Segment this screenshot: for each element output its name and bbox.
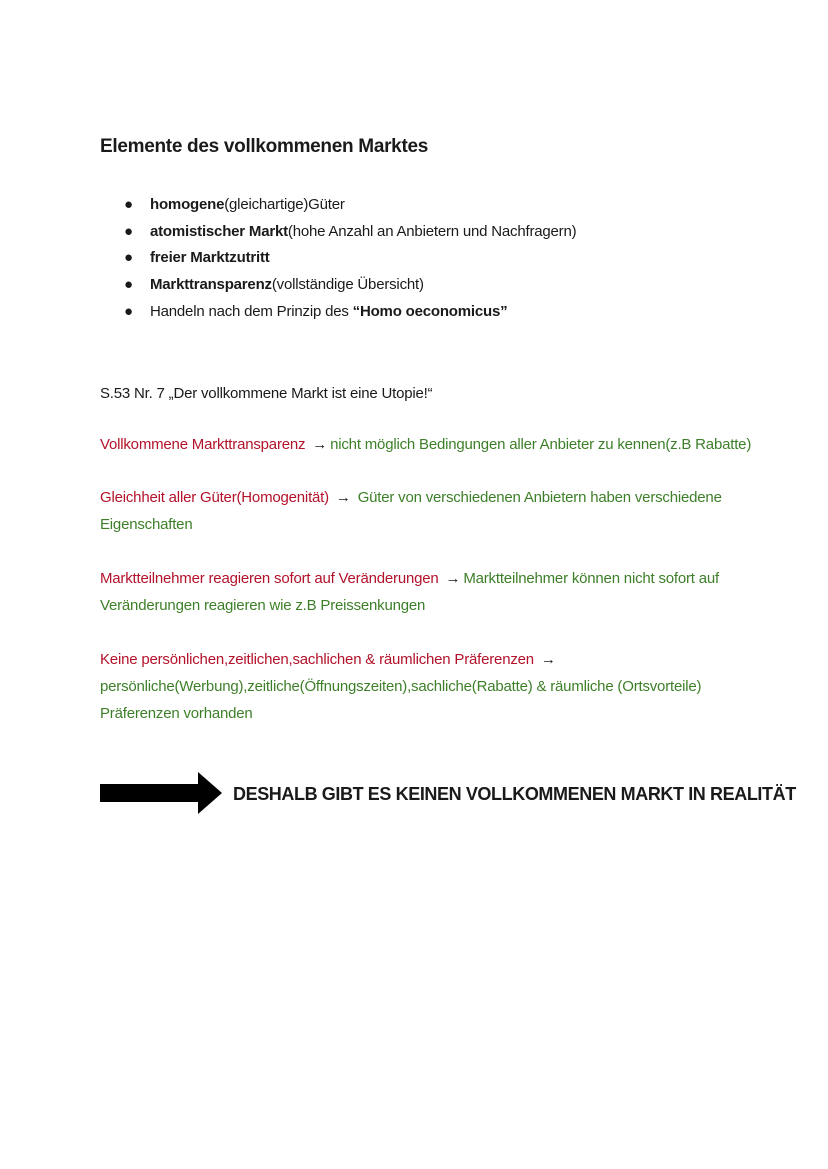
point-2 — [100, 488, 722, 508]
point-4 — [100, 650, 559, 670]
claim-text: Marktteilnehmer reagieren sofort auf Veränderungen — [100, 570, 439, 587]
elements-list — [124, 195, 576, 328]
counter-text-continued: Präferenzen vorhanden — [100, 705, 253, 722]
arrow-right-icon: → — [445, 570, 461, 587]
list-item — [124, 248, 576, 275]
arrow-right-icon: → — [312, 436, 328, 453]
element-detail: (vollständige Übersicht) — [271, 276, 424, 294]
element-term: “Homo oeconomicus” — [352, 302, 508, 320]
list-item — [124, 222, 576, 249]
list-item — [124, 275, 576, 302]
point-3 — [100, 569, 719, 589]
counter-text: Marktteilnehmer können nicht sofort auf — [463, 570, 719, 587]
list-item — [124, 302, 576, 329]
bullet-icon: ● — [124, 196, 133, 213]
element-term: Markttransparenz — [150, 276, 272, 294]
claim-text: Keine persönlichen,zeitlichen,sachlichen & räumlichen Präferenzen — [100, 651, 534, 668]
section-heading: Elemente des vollkommenen Marktes — [100, 136, 429, 157]
element-detail: (hohe Anzahl an Anbietern und Nachfragern) — [287, 222, 577, 240]
element-term: freier Marktzutritt — [150, 249, 270, 267]
thick-arrow-icon — [100, 772, 222, 814]
point-1 — [100, 435, 751, 455]
claim-text: Vollkommene Markttransparenz — [100, 436, 306, 453]
element-prefix: Handeln nach dem Prinzip des — [150, 302, 353, 320]
bullet-icon: ● — [124, 222, 133, 240]
list-item — [124, 195, 576, 222]
bullet-icon: ● — [124, 276, 133, 294]
arrow-right-icon: → — [335, 489, 351, 506]
bullet-icon: ● — [124, 302, 133, 320]
counter-text: Güter von verschiedenen Anbietern haben verschiedene — [357, 489, 722, 506]
conclusion-text: DESHALB GIBT ES KEINEN VOLLKOMMENEN MARKT IN REALITÄT — [233, 784, 796, 804]
bullet-icon: ● — [124, 249, 133, 267]
counter-text-continued: persönliche(Werbung),zeitliche(Öffnungszeiten),sachliche(Rabatte) & räumliche (Ortsvorteile) — [100, 678, 702, 695]
arrow-right-icon: → — [540, 651, 556, 668]
counter-text-continued: Eigenschaften — [100, 516, 193, 533]
claim-text: Gleichheit aller Güter(Homogenität) — [100, 489, 329, 506]
element-term: atomistischer Markt — [150, 222, 288, 240]
task-reference: S.53 Nr. 7 „Der vollkommene Markt ist eine Utopie!“ — [100, 385, 433, 402]
counter-text: nicht möglich Bedingungen aller Anbieter zu kennen(z.B Rabatte) — [330, 436, 752, 453]
element-term: homogene — [150, 196, 225, 213]
element-detail: (gleichartige)Güter — [224, 196, 345, 213]
counter-text-continued: Veränderungen reagieren wie z.B Preissenkungen — [100, 597, 426, 614]
